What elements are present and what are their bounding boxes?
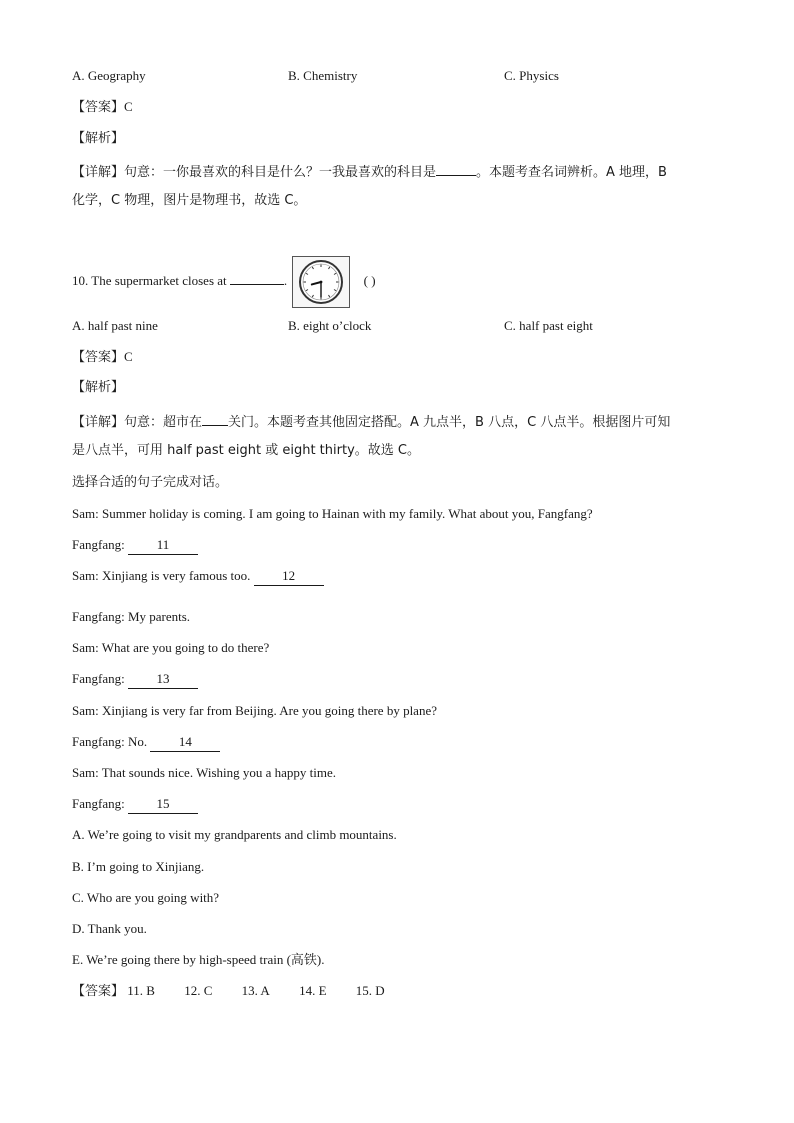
dialogue-answer-label: 【答案】 [72,984,125,999]
dialogue-choice-c: C. Who are you going with? [72,890,220,905]
dialogue-answer-12: 12. C [184,983,213,998]
dialogue-blank-15: 15 [128,795,198,814]
dialogue-speaker: Fangfang: [72,671,125,686]
dialogue-line-4: Fangfang: My parents. [72,609,191,624]
dialogue-speaker: Fangfang: [72,537,125,552]
q9-detail-label: 【详解】 [72,165,125,180]
q10-answer-label: 【答案】 [72,350,125,365]
q10-stem-text: 10. The supermarket closes at [72,273,227,288]
q9-answer-label: 【答案】 [72,100,125,115]
q9-analysis-label: 【解析】 [72,131,125,146]
q9-detail-blank [436,161,476,176]
q10-option-a: A. half past nine [72,318,158,333]
dialogue-line-9: Sam: That sounds nice. Wishing you a happy time. [72,765,337,780]
q9-option-b: B. Chemistry [288,68,358,83]
q9-detail-text-b: 。本题考查名词辨析。A 地理，B [476,165,667,180]
dialogue-blank-14: 14 [150,733,220,752]
q10-option-c: C. half past eight [504,318,593,333]
dialogue-answers [72,982,411,1001]
q10-detail-blank [202,411,228,426]
q10-stem: 10. The supermarket closes at . ( ) [72,256,376,308]
dialogue-line-1: Sam: Summer holiday is coming. I am going to Hainan with my family. What about you, Fangfang? [72,506,593,521]
dialogue-blank-13: 13 [128,670,198,689]
dialogue-line-6 [72,670,198,689]
q10-detail-line1 [72,411,670,432]
q10-detail-line2: 是八点半，可用 half past eight 或 eight thirty。故选 C。 [72,443,420,458]
q10-paren: ( ) [363,273,376,288]
clock-image [292,256,350,308]
dialogue-blank-11: 11 [128,536,198,555]
dialogue-answer-13: 13. A [241,983,270,998]
dialogue-line-8 [72,733,220,752]
q9-detail-line1 [72,161,667,182]
clock-icon [293,257,349,307]
q10-detail-label: 【详解】 [72,415,125,430]
q9-option-c: C. Physics [504,68,559,83]
dialogue-answer-11: 11. B [127,983,155,998]
q10-answer-value: C [124,349,133,364]
q9-answer-value: C [124,99,133,114]
dialogue-choice-d: D. Thank you. [72,921,147,936]
q10-detail-text-a: 句意：超市在 [124,415,203,430]
dialogue-instruction: 选择合适的句子完成对话。 [72,475,229,490]
dialogue-blank-12: 12 [254,567,324,586]
q10-stem-blank [230,270,284,285]
dialogue-answer-15: 15. D [355,983,385,998]
dialogue-text: Sam: Xinjiang is very famous too. [72,568,251,583]
q10-answer [72,348,133,367]
dialogue-choice-b: B. I’m going to Xinjiang. [72,859,205,874]
dialogue-line-10 [72,795,198,814]
dialogue-line-3 [72,567,324,586]
dialogue-line-2 [72,536,198,555]
q10-detail-text-b: 关门。本题考查其他固定搭配。A 九点半，B 八点，C 八点半。根据图片可知 [228,415,671,430]
dialogue-line-7: Sam: Xinjiang is very far from Beijing. Are you going there by plane? [72,703,437,718]
dialogue-line-5: Sam: What are you going to do there? [72,640,270,655]
dialogue-text: Fangfang: No. [72,734,148,749]
dialogue-speaker: Fangfang: [72,796,125,811]
q9-answer [72,98,133,117]
dialogue-choice-a: A. We’re going to visit my grandparents and climb mountains. [72,827,397,842]
q9-detail-line2: 化学，C 物理，图片是物理书，故选 C。 [72,193,307,208]
q9-detail-text-a: 句意：一你最喜欢的科目是什么？一我最喜欢的科目是 [124,165,437,180]
q9-option-a: A. Geography [72,68,146,83]
q10-analysis-label: 【解析】 [72,380,125,395]
dialogue-answer-14: 14. E [299,983,327,998]
dialogue-choice-e: E. We’re going there by high-speed train (高铁). [72,952,325,967]
q10-option-b: B. eight o’clock [288,318,372,333]
